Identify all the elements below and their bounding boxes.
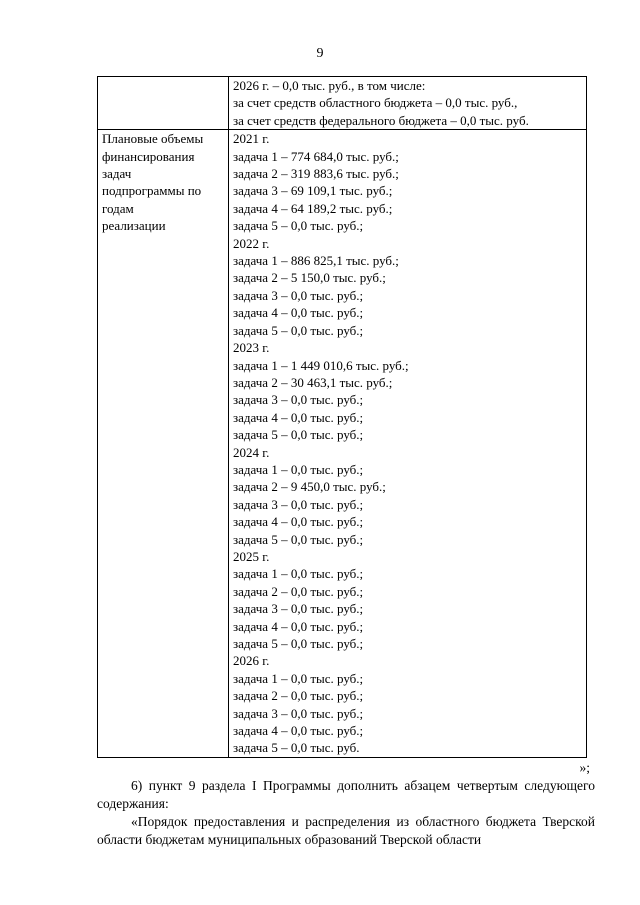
year-line: 2022 г. (233, 235, 270, 251)
year-line: 2025 г. (233, 548, 270, 564)
year-line: 2026 г. (233, 653, 270, 669)
task-line: задача 2 – 30 463,1 тыс. руб.; (233, 374, 393, 390)
year-line: 2023 г. (233, 340, 270, 356)
task-line: задача 3 – 0,0 тыс. руб.; (233, 705, 364, 721)
task-line: задача 1 – 886 825,1 тыс. руб.; (233, 253, 399, 269)
closing-quote-mark: »; (579, 760, 590, 775)
table-cell-2026-summary (229, 77, 587, 130)
task-line: задача 1 – 0,0 тыс. руб.; (233, 461, 364, 477)
task-line: задача 1 – 1 449 010,6 тыс. руб.; (233, 357, 409, 373)
task-line: задача 4 – 0,0 тыс. руб.; (233, 305, 364, 321)
task-line: задача 5 – 0,0 тыс. руб.; (233, 322, 364, 338)
table-cell-tasks (229, 130, 587, 758)
task-line: задача 5 – 0,0 тыс. руб.; (233, 636, 364, 651)
task-line: задача 4 – 0,0 тыс. руб.; (233, 514, 364, 530)
task-line: задача 3 – 69 109,1 тыс. руб.; (233, 183, 393, 199)
task-line: задача 5 – 0,0 тыс. руб.; (233, 427, 364, 443)
task-line: задача 1 – 0,0 тыс. руб.; (233, 670, 364, 686)
task-line: задача 5 – 0,0 тыс. руб. (233, 740, 360, 756)
task-line: задача 2 – 5 150,0 тыс. руб.; (233, 270, 386, 286)
label-line: задач (102, 166, 132, 182)
task-line: задача 5 – 0,0 тыс. руб.; (233, 531, 364, 547)
task-line: задача 1 – 774 684,0 тыс. руб.; (233, 148, 399, 164)
label-line: подпрограммы по (102, 183, 202, 199)
table-cell-label (98, 130, 229, 758)
summary-line: за счет средств федерального бюджета – 0,0 тыс. руб. (233, 112, 529, 128)
task-line: задача 1 – 0,0 тыс. руб.; (233, 566, 364, 582)
label-line: реализации (102, 218, 166, 234)
quoted-paragraph (97, 813, 595, 849)
task-line: задача 2 – 0,0 тыс. руб.; (233, 583, 364, 599)
task-line: задача 4 – 0,0 тыс. руб.; (233, 723, 364, 739)
amendment-paragraph (97, 777, 595, 813)
summary-line: 2026 г. – 0,0 тыс. руб., в том числе: (233, 78, 426, 93)
task-line: задача 2 – 9 450,0 тыс. руб.; (233, 479, 386, 495)
label-line: Плановые объемы (102, 131, 204, 147)
task-line: задача 2 – 319 883,6 тыс. руб.; (233, 166, 399, 182)
task-line: задача 5 – 0,0 тыс. руб.; (233, 218, 364, 234)
paragraph-text: 6) пункт 9 раздела I Программы дополнить абзацем четвертым следующего содержания: (97, 778, 595, 811)
table-row (98, 77, 587, 130)
table-row (98, 130, 587, 758)
task-line: задача 4 – 0,0 тыс. руб.; (233, 409, 364, 425)
task-line: задача 3 – 0,0 тыс. руб.; (233, 496, 364, 512)
page-number: 9 (316, 46, 324, 61)
task-line: задача 4 – 64 189,2 тыс. руб.; (233, 200, 393, 216)
task-line: задача 3 – 0,0 тыс. руб.; (233, 287, 364, 303)
task-line: задача 3 – 0,0 тыс. руб.; (233, 392, 364, 408)
year-line: 2024 г. (233, 444, 270, 460)
summary-line: за счет средств областного бюджета – 0,0 тыс. руб., (233, 95, 518, 111)
task-line: задача 2 – 0,0 тыс. руб.; (233, 688, 364, 704)
task-line: задача 3 – 0,0 тыс. руб.; (233, 601, 364, 617)
financing-table (97, 76, 587, 758)
paragraph-text: «Порядок предоставления и распределения из областного бюджета Тверской области бюджетам муниципальных образований Тверской области (97, 814, 595, 847)
year-line: 2021 г. (233, 131, 270, 147)
task-line: задача 4 – 0,0 тыс. руб.; (233, 618, 364, 634)
table-cell-empty (98, 77, 229, 130)
label-line: годам (102, 200, 134, 216)
label-line: финансирования (102, 148, 195, 164)
